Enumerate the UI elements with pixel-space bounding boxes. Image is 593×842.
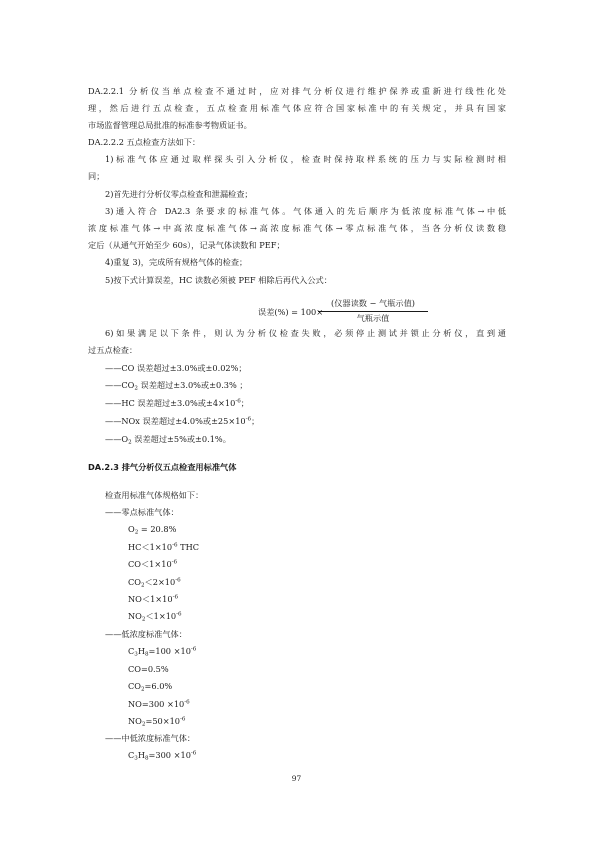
intro-text: 检查用标准气体规格如下： xyxy=(105,490,204,500)
list-item: 5)按下式计算误差，HC 读数必须被 PEF 相除后再代入公式： xyxy=(105,275,332,285)
list-item: 4)重复 3)，完成所有规格气体的检查； xyxy=(105,257,248,267)
list-item: 1)标准气体应通过取样探头引入分析仪，检查时保持取样系统的压力与实际检测时相 xyxy=(105,154,506,164)
list-item: 3)通入符合 DA2.3 条要求的标准气体。气体通入的先后顺序为低浓度标准气体→中低 xyxy=(105,206,506,216)
paragraph-line: DA.2.2.1 分析仪当单点检查不通过时，应对排气分析仪进行维护保养或重新进行线性化处 xyxy=(88,86,506,96)
fail-condition-co2: $——CO_2$ 误差超过±3.0%或±0.3% ； xyxy=(105,380,248,392)
fail-condition-o2: $——O_2$ 误差超过±5%或±0.1%。 xyxy=(105,434,231,446)
formula-numerator: (仪器读数 − 气瓶示值) xyxy=(331,298,415,308)
fail-condition-hc: ——HC 误差超过±3.0%或$\pm 4\times 10^{-6}$； xyxy=(105,398,249,408)
zero-gas-item: $O_2 = 20.8\%$ xyxy=(128,524,177,536)
formula-fraction xyxy=(318,298,428,325)
paragraph-line: 浓度标准气体→中高浓度标准气体→高浓度标准气体→零点标准气体，当各分析仪读数稳 xyxy=(88,223,506,233)
list-item: 6)如果满足以下条件，则认为分析仪检查失败，必须停止测试并锁止分析仪，直到通 xyxy=(105,328,506,338)
mid-low-gas-header: ——中低浓度标准气体： xyxy=(105,733,196,743)
zero-gas-item: $CO_2<2\times 10^{-6}$ xyxy=(128,577,181,589)
paragraph-line: 过五点检查： xyxy=(88,345,138,355)
section-title: DA.2.3 排气分析仪五点检查用标准气体 xyxy=(88,462,237,472)
zero-gas-header: ——零点标准气体： xyxy=(105,507,179,517)
zero-gas-item: $NO<1\times 10^{-6}$ xyxy=(128,594,179,604)
subsection-heading: DA.2.2.2 五点检查方法如下： xyxy=(88,137,201,147)
low-gas-item: $NO_2=50\times 10^{-6}$ xyxy=(128,716,186,728)
fraction-bar xyxy=(318,311,428,312)
fail-condition-nox: ——NOx 误差超过±4.0%或$\pm 25\times 10^{-6}$； xyxy=(105,416,260,426)
mid-low-gas-item: $C_3H_8=300 \times 10^{-6}$ xyxy=(128,750,197,762)
fail-condition-co: ——CO 误差超过±3.0%或±0.02%； xyxy=(105,363,247,373)
formula-denominator: 气瓶示值 xyxy=(356,312,390,323)
paragraph-line: 定后（从通气开始至少 60s），记录气体读数和 PEF； xyxy=(88,240,285,250)
page-number: 97 xyxy=(291,774,302,783)
zero-gas-item: $HC<1\times 10^{-6}$ THC xyxy=(128,542,200,552)
paragraph-line: 市场监督管理总局批准的标准参考物质证书。 xyxy=(88,120,252,130)
formula-lhs: 误差(%) = 100× xyxy=(258,307,324,317)
low-gas-item: $NO=300 \times 10^{-6}$ xyxy=(128,699,190,709)
paragraph-line: 同； xyxy=(88,171,105,181)
low-gas-item: $CO_2=6.0\%$ xyxy=(128,681,173,693)
low-gas-item: CO=0.5% xyxy=(128,664,169,674)
error-formula xyxy=(258,298,418,328)
zero-gas-item: $CO<1\times 10^{-6}$ xyxy=(128,559,178,569)
low-gas-item: $C_3H_8=100 \times 10^{-6}$ xyxy=(128,646,197,658)
paragraph-line: 理，然后进行五点检查，五点检查用标准气体应符合国家标准中的有关规定，并具有国家 xyxy=(88,103,506,113)
list-item: 2)首先进行分析仪零点检查和泄漏检查； xyxy=(105,189,253,199)
low-gas-header: ——低浓度标准气体： xyxy=(105,629,187,639)
zero-gas-item: $NO_2<1\times 10^{-6}$ xyxy=(128,611,182,623)
